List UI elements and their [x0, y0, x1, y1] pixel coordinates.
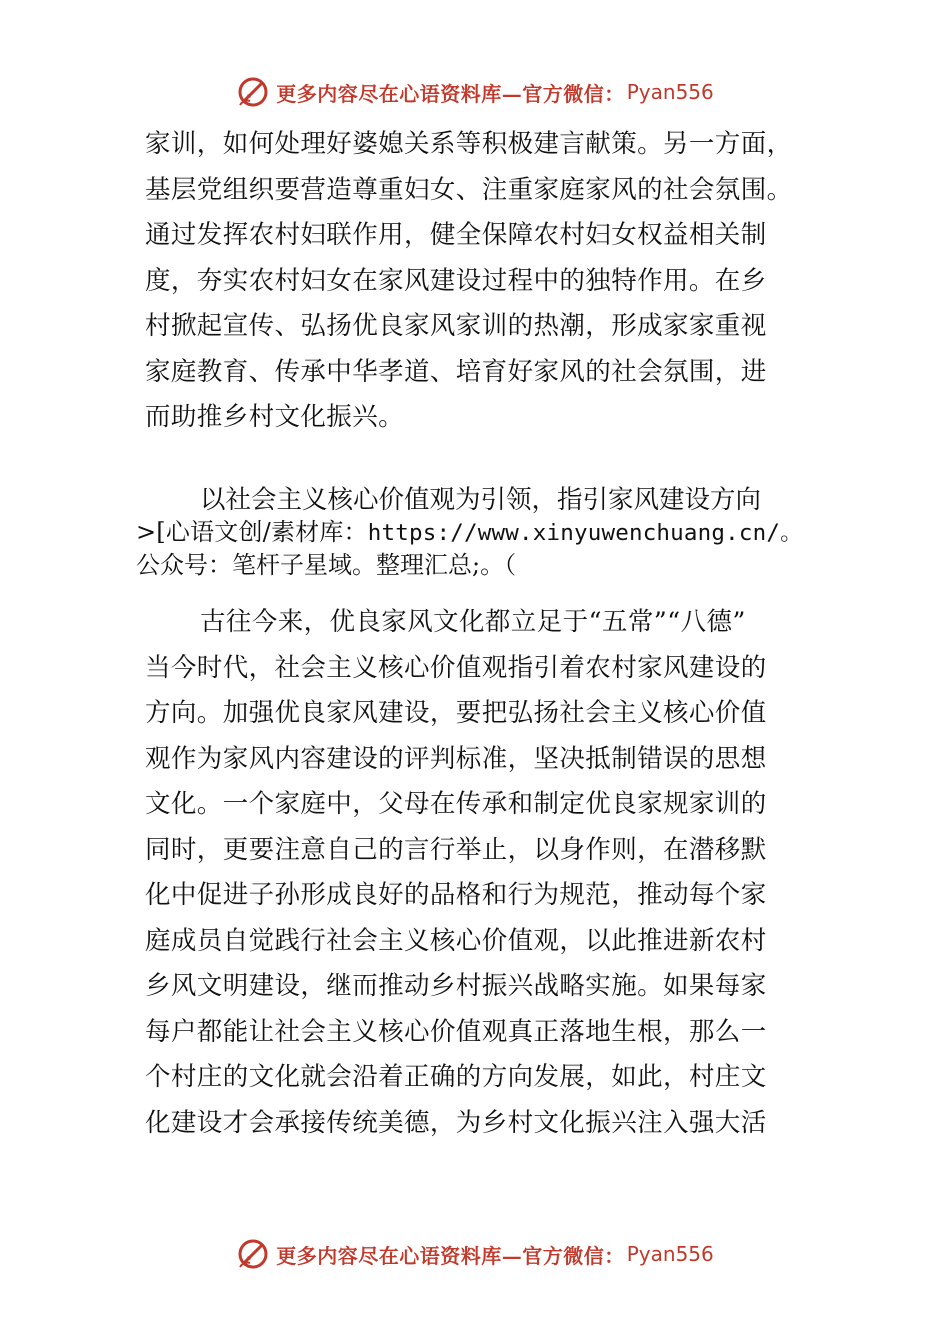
paragraph-line: 而助推乡村文化振兴。 [145, 402, 405, 432]
paragraph-line: 化中促进子孙形成良好的品格和行为规范，推动每个家 [145, 880, 767, 910]
paragraph-line: 方向。加强优良家风建设，要把弘扬社会主义核心价值 [145, 698, 767, 728]
paragraph-line: 度，夯实农村妇女在家风建设过程中的独特作用。在乡 [145, 265, 767, 296]
paragraph-line: 同时，更要注意自己的言行举止，以身作则，在潜移默 [145, 834, 767, 865]
paragraph-1 [145, 122, 813, 441]
paragraph-line: 化建设才会承接传统美德，为乡村文化振兴注入强大活 [145, 1107, 767, 1138]
public-account-line: 公众号：笔杆子星域。整理汇总;。（ [136, 551, 517, 579]
paragraph-line: 文化。一个家庭中，父母在传承和制定优良家规家训的 [145, 789, 767, 819]
banner-wechat-id: Pyan556 [626, 1242, 714, 1266]
source-line [136, 515, 803, 550]
paragraph-line: 庭成员自觉践行社会主义核心价值观，以此推进新农村 [145, 925, 767, 956]
pen-logo-icon [236, 75, 270, 109]
paragraph-line: 个村庄的文化就会沿着正确的方向发展，如此，村庄文 [145, 1062, 767, 1092]
paragraph-line: 村掀起宣传、弘扬优良家风家训的热潮，形成家家重视 [145, 311, 767, 341]
paragraph-line: 观作为家风内容建设的评判标准，坚决抵制错误的思想 [145, 743, 767, 774]
footer-banner [0, 1234, 950, 1274]
source-url[interactable]: https://www.xinyuwenchuang.cn/。 [367, 520, 803, 546]
section-heading: 以社会主义核心价值观为引领，指引家风建设方向 [200, 485, 762, 515]
paragraph-line: 每户都能让社会主义核心价值观真正落地生根，那么一 [145, 1016, 767, 1047]
source-prefix: >[心语文创/素材库： [136, 518, 368, 546]
paragraph-line: 家庭教育、传承中华孝道、培育好家风的社会氛围，进 [145, 356, 767, 387]
paragraph-2 [145, 600, 813, 1146]
paragraph-line: 古往今来，优良家风文化都立足于“五常”“八德” [200, 607, 746, 637]
banner-wechat-id: Pyan556 [626, 80, 714, 104]
header-banner [0, 72, 950, 112]
banner-text: 更多内容尽在心语资料库—官方微信： [276, 81, 625, 106]
paragraph-line: 家训，如何处理好婆媳关系等积极建言献策。另一方面， [145, 129, 793, 159]
paragraph-line: 当今时代，社会主义核心价值观指引着农村家风建设的 [145, 652, 767, 683]
pen-logo-icon [236, 1237, 270, 1271]
paragraph-line: 基层党组织要营造尊重妇女、注重家庭家风的社会氛围。 [145, 174, 793, 205]
paragraph-line: 乡风文明建设，继而推动乡村振兴战略实施。如果每家 [145, 971, 767, 1001]
banner-text: 更多内容尽在心语资料库—官方微信： [276, 1243, 625, 1268]
paragraph-line: 通过发挥农村妇联作用，健全保障农村妇女权益相关制 [145, 220, 767, 250]
